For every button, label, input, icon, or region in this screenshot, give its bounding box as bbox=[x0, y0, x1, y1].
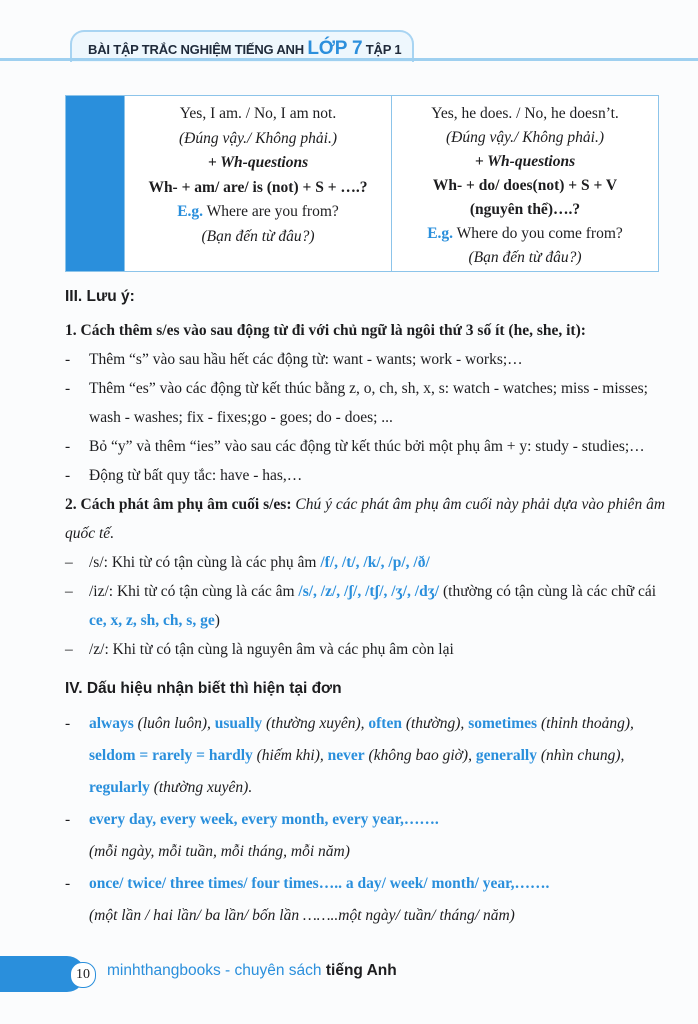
bullet-dash: – bbox=[65, 583, 73, 600]
text-run: (Đúng vậy./ Không phải.) bbox=[446, 129, 604, 146]
text-run: + Wh-questions bbox=[207, 154, 309, 171]
text-run: Chú ý các phát âm phụ âm cuối này phải dựa vào phiên âm quốc tế. bbox=[65, 496, 666, 542]
section-3-title: III. Lưu ý: bbox=[65, 288, 135, 305]
table-cell-do-does bbox=[391, 96, 658, 271]
bullet-dash: - bbox=[65, 467, 71, 484]
text-run: E.g. bbox=[177, 203, 204, 220]
text-run: (Đúng vậy./ Không phải.) bbox=[179, 129, 337, 147]
text-run: + Wh-questions bbox=[474, 153, 576, 170]
book-title bbox=[88, 38, 401, 60]
paragraph bbox=[65, 316, 665, 345]
text-run: Yes, he does. / No, he doesn’t. bbox=[431, 105, 619, 122]
text-run: often bbox=[368, 715, 402, 732]
text-run: /iz/: Khi từ có tận cùng là các âm bbox=[89, 583, 299, 600]
text-run: Thêm “s” vào sau hầu hết các động từ: want - wants; work - works;… bbox=[89, 351, 523, 368]
text-run: (không bao giờ), bbox=[364, 747, 476, 764]
text-run: (mỗi ngày, mỗi tuần, mỗi tháng, mỗi năm) bbox=[89, 843, 350, 860]
table-line bbox=[125, 176, 391, 201]
text-run: always bbox=[89, 715, 134, 732]
table-line bbox=[125, 151, 391, 176]
list-item bbox=[65, 577, 665, 635]
text-run: every day, every week, every month, every year,……. bbox=[89, 811, 439, 828]
text-run: (một lần / hai lần/ ba lần/ bốn lần ……..một ngày/ tuần/ tháng/ năm) bbox=[89, 907, 515, 924]
table-line bbox=[125, 102, 391, 127]
section-4-body bbox=[65, 708, 665, 932]
table-cell-to-be bbox=[124, 96, 391, 271]
list-item bbox=[65, 461, 665, 490]
text-run: Thêm “es” vào các động từ kết thúc bằng z, o, ch, sh, x, s: watch - watches; miss - misses; wash - washes; fix - fixes;go - goes; do - does; ... bbox=[89, 380, 648, 426]
title-suffix: TẬP 1 bbox=[365, 42, 402, 57]
bullet-dash: - bbox=[65, 875, 71, 892]
table-line bbox=[392, 198, 658, 222]
footer-brand-text: minhthangbooks - chuyên sách bbox=[107, 962, 326, 979]
text-run: (Bạn đến từ đâu?) bbox=[468, 249, 582, 266]
list-item bbox=[65, 374, 665, 432]
text-run: /s/: Khi từ có tận cùng là các phụ âm bbox=[89, 554, 321, 571]
text-run: seldom = rarely = hardly bbox=[89, 747, 253, 764]
list-item bbox=[65, 432, 665, 461]
bullet-dash: - bbox=[65, 715, 71, 732]
text-run: (nhìn chung), bbox=[536, 747, 625, 764]
list-item-continuation bbox=[65, 900, 665, 932]
title-grade: LỚP 7 bbox=[307, 38, 363, 59]
bullet-dash: - bbox=[65, 380, 71, 397]
text-run: (thường xuyên), bbox=[262, 715, 369, 732]
table-side-band bbox=[66, 96, 124, 271]
text-run: (nguyên thể)….? bbox=[469, 201, 581, 218]
text-run: Động từ bất quy tắc: have - has,… bbox=[89, 467, 303, 484]
text-run: 2. Cách phát âm phụ âm cuối s/es: bbox=[65, 496, 296, 513]
text-run: usually bbox=[214, 715, 263, 732]
list-item bbox=[65, 548, 665, 577]
table-line bbox=[125, 225, 391, 250]
grammar-table bbox=[65, 95, 659, 272]
text-run: (thường xuyên). bbox=[149, 779, 253, 796]
bullet-dash: - bbox=[65, 438, 71, 455]
text-run: (thường), bbox=[401, 715, 469, 732]
table-line bbox=[392, 246, 658, 270]
table-line bbox=[125, 200, 391, 225]
text-run: Where are you from? bbox=[203, 203, 339, 220]
table-line bbox=[392, 222, 658, 246]
bullet-dash: - bbox=[65, 351, 71, 368]
text-run: once/ twice/ three times/ four times….. a day/ week/ month/ year,……. bbox=[89, 875, 550, 892]
text-run: regularly bbox=[89, 779, 150, 796]
text-run: ) bbox=[214, 612, 220, 629]
section-4-title: IV. Dấu hiệu nhận biết thì hiện tại đơn bbox=[65, 680, 342, 697]
text-run: never bbox=[327, 747, 365, 764]
text-run: (luôn luôn), bbox=[133, 715, 215, 732]
text-run: generally bbox=[475, 747, 537, 764]
footer-brand-strong: tiếng Anh bbox=[325, 962, 397, 979]
list-item bbox=[65, 708, 665, 804]
text-run: Wh- + am/ are/ is (not) + S + ….? bbox=[148, 178, 368, 196]
list-item bbox=[65, 804, 665, 836]
table-line bbox=[392, 126, 658, 150]
list-item bbox=[65, 868, 665, 900]
text-run: ce, x, z, sh, ch, s, ge bbox=[89, 612, 215, 629]
text-run: Wh- + do/ does(not) + S + V bbox=[432, 177, 618, 194]
bullet-dash: – bbox=[65, 641, 73, 658]
text-run: (thỉnh thoảng), bbox=[537, 715, 634, 732]
list-item bbox=[65, 635, 665, 664]
paragraph bbox=[65, 490, 665, 548]
table-line bbox=[392, 174, 658, 198]
text-run: (hiếm khi), bbox=[252, 747, 328, 764]
text-run: /z/: Khi từ có tận cùng là nguyên âm và các phụ âm còn lại bbox=[89, 641, 454, 658]
text-run: sometimes bbox=[468, 715, 538, 732]
list-item bbox=[65, 345, 665, 374]
text-run: /f/, /t/, /k/, /p/, /ð/ bbox=[320, 554, 430, 571]
text-run: Where do you come from? bbox=[453, 225, 623, 242]
page-number: 10 bbox=[70, 962, 96, 988]
table-line bbox=[125, 127, 391, 152]
text-run: Yes, I am. / No, I am not. bbox=[179, 105, 337, 122]
text-run: (thường có tận cùng là các chữ cái bbox=[439, 583, 657, 600]
notes-content bbox=[65, 286, 665, 932]
table-line bbox=[392, 150, 658, 174]
text-run: (Bạn đến từ đâu?) bbox=[201, 227, 315, 245]
bullet-dash: – bbox=[65, 554, 73, 571]
table-line bbox=[392, 102, 658, 126]
text-run: /s/, /z/, /ʃ/, /tʃ/, /ʒ/, /dʒ/ bbox=[298, 583, 440, 600]
text-run: E.g. bbox=[427, 225, 454, 242]
title-prefix: BÀI TẬP TRẮC NGHIỆM TIẾNG ANH bbox=[88, 42, 304, 57]
text-run: Bỏ “y” và thêm “ies” vào sau các động từ kết thúc bởi một phụ âm + y: study - studies;… bbox=[89, 438, 645, 455]
bullet-dash: - bbox=[65, 811, 71, 828]
text-run: 1. Cách thêm s/es vào sau động từ đi với chủ ngữ là ngôi thứ 3 số ít (he, she, it): bbox=[65, 322, 586, 339]
section-3-body bbox=[65, 316, 665, 664]
list-item-continuation bbox=[65, 836, 665, 868]
footer-brand bbox=[107, 962, 397, 980]
